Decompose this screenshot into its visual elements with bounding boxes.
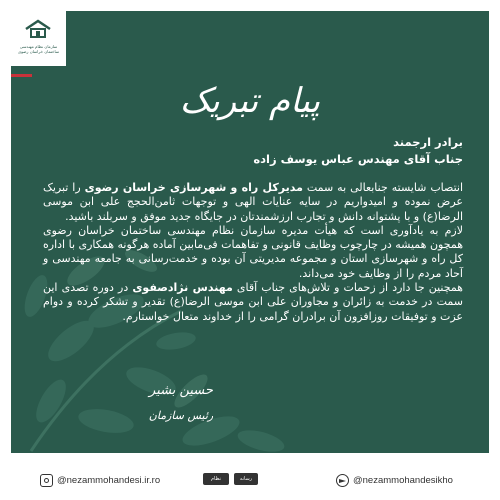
organization-logo	[11, 11, 66, 66]
footer-telegram[interactable]	[336, 472, 453, 488]
paragraph-1-bold: مدیرکل راه و شهرسازی خراسان رضوی	[84, 181, 303, 194]
footer-logo-2: رسانه	[234, 473, 258, 485]
announcement-card	[11, 11, 489, 453]
logo-org-name: سازمان نظام مهندسی ساختمان خراسان رضوی	[17, 44, 60, 54]
footer	[0, 460, 500, 500]
paragraph-3	[43, 281, 463, 324]
paragraph-3-text-b: در دوره تصدی این سمت در خدمت به زائران و مجاوران علی ابن موسی الرضا(ع) تقدیر و تشکر کرده و دوام عزت و توفیقات روزافزون آن برادران گرامی را از خداوند متعال خواستارم.	[43, 281, 463, 323]
building-icon	[24, 19, 52, 39]
paragraph-1	[43, 181, 463, 224]
message-body	[43, 181, 463, 324]
signature-title: رئیس سازمان	[148, 409, 214, 422]
footer-logo-1: نظام مهندسی	[203, 473, 229, 485]
accent-line	[11, 74, 32, 77]
telegram-icon	[336, 474, 349, 487]
salutation-line-2: جناب آقای مهندس عباس یوسف زاده	[253, 152, 463, 166]
paragraph-1-text-b: را تبریک عرض نموده و امیدواریم در سایه عنایات الهی و توجهات ثامن‌الحجج علی ابن موسی الرضا(ع) و با پشتوانه دانش و تجارب ارزشمندتان در جایگاه جدید موفق و سربلند باشید.	[43, 181, 463, 223]
paragraph-2: لازم به یادآوری است که هیأت مدیره سازمان نظام مهندسی ساختمان خراسان رضوی همچون همیشه در چارچوب وظایف قانونی و تفاهمات فی‌مابین آماده هرگونه همکاری با اداره کل راه و شهرسازی استان و مجموعه مدیریتی آن بوده و خدمت‌رسانی به جامعه مهندسی و آحاد مردم را از وظایف خود می‌داند.	[43, 223, 463, 280]
footer-left-handle: @nezammohandesi.ir.ro	[57, 474, 161, 486]
salutation	[43, 134, 463, 168]
salutation-line-1: برادر ارجمند	[393, 135, 463, 149]
instagram-icon	[40, 474, 53, 487]
paragraph-3-bold: مهندس نژادصفوی	[132, 281, 233, 295]
footer-right-handle: @nezammohandesikho	[353, 474, 453, 486]
paragraph-1-text-a: انتصاب شایسته جنابعالی به سمت	[302, 181, 464, 194]
footer-instagram[interactable]	[40, 472, 160, 488]
paragraph-3-text-a: همچنین جا دارد از زحمات و تلاش‌های جناب آقای	[232, 281, 463, 295]
page-title: پیام تبریک	[179, 81, 321, 121]
signature-name: حسین بشیر	[149, 383, 213, 398]
